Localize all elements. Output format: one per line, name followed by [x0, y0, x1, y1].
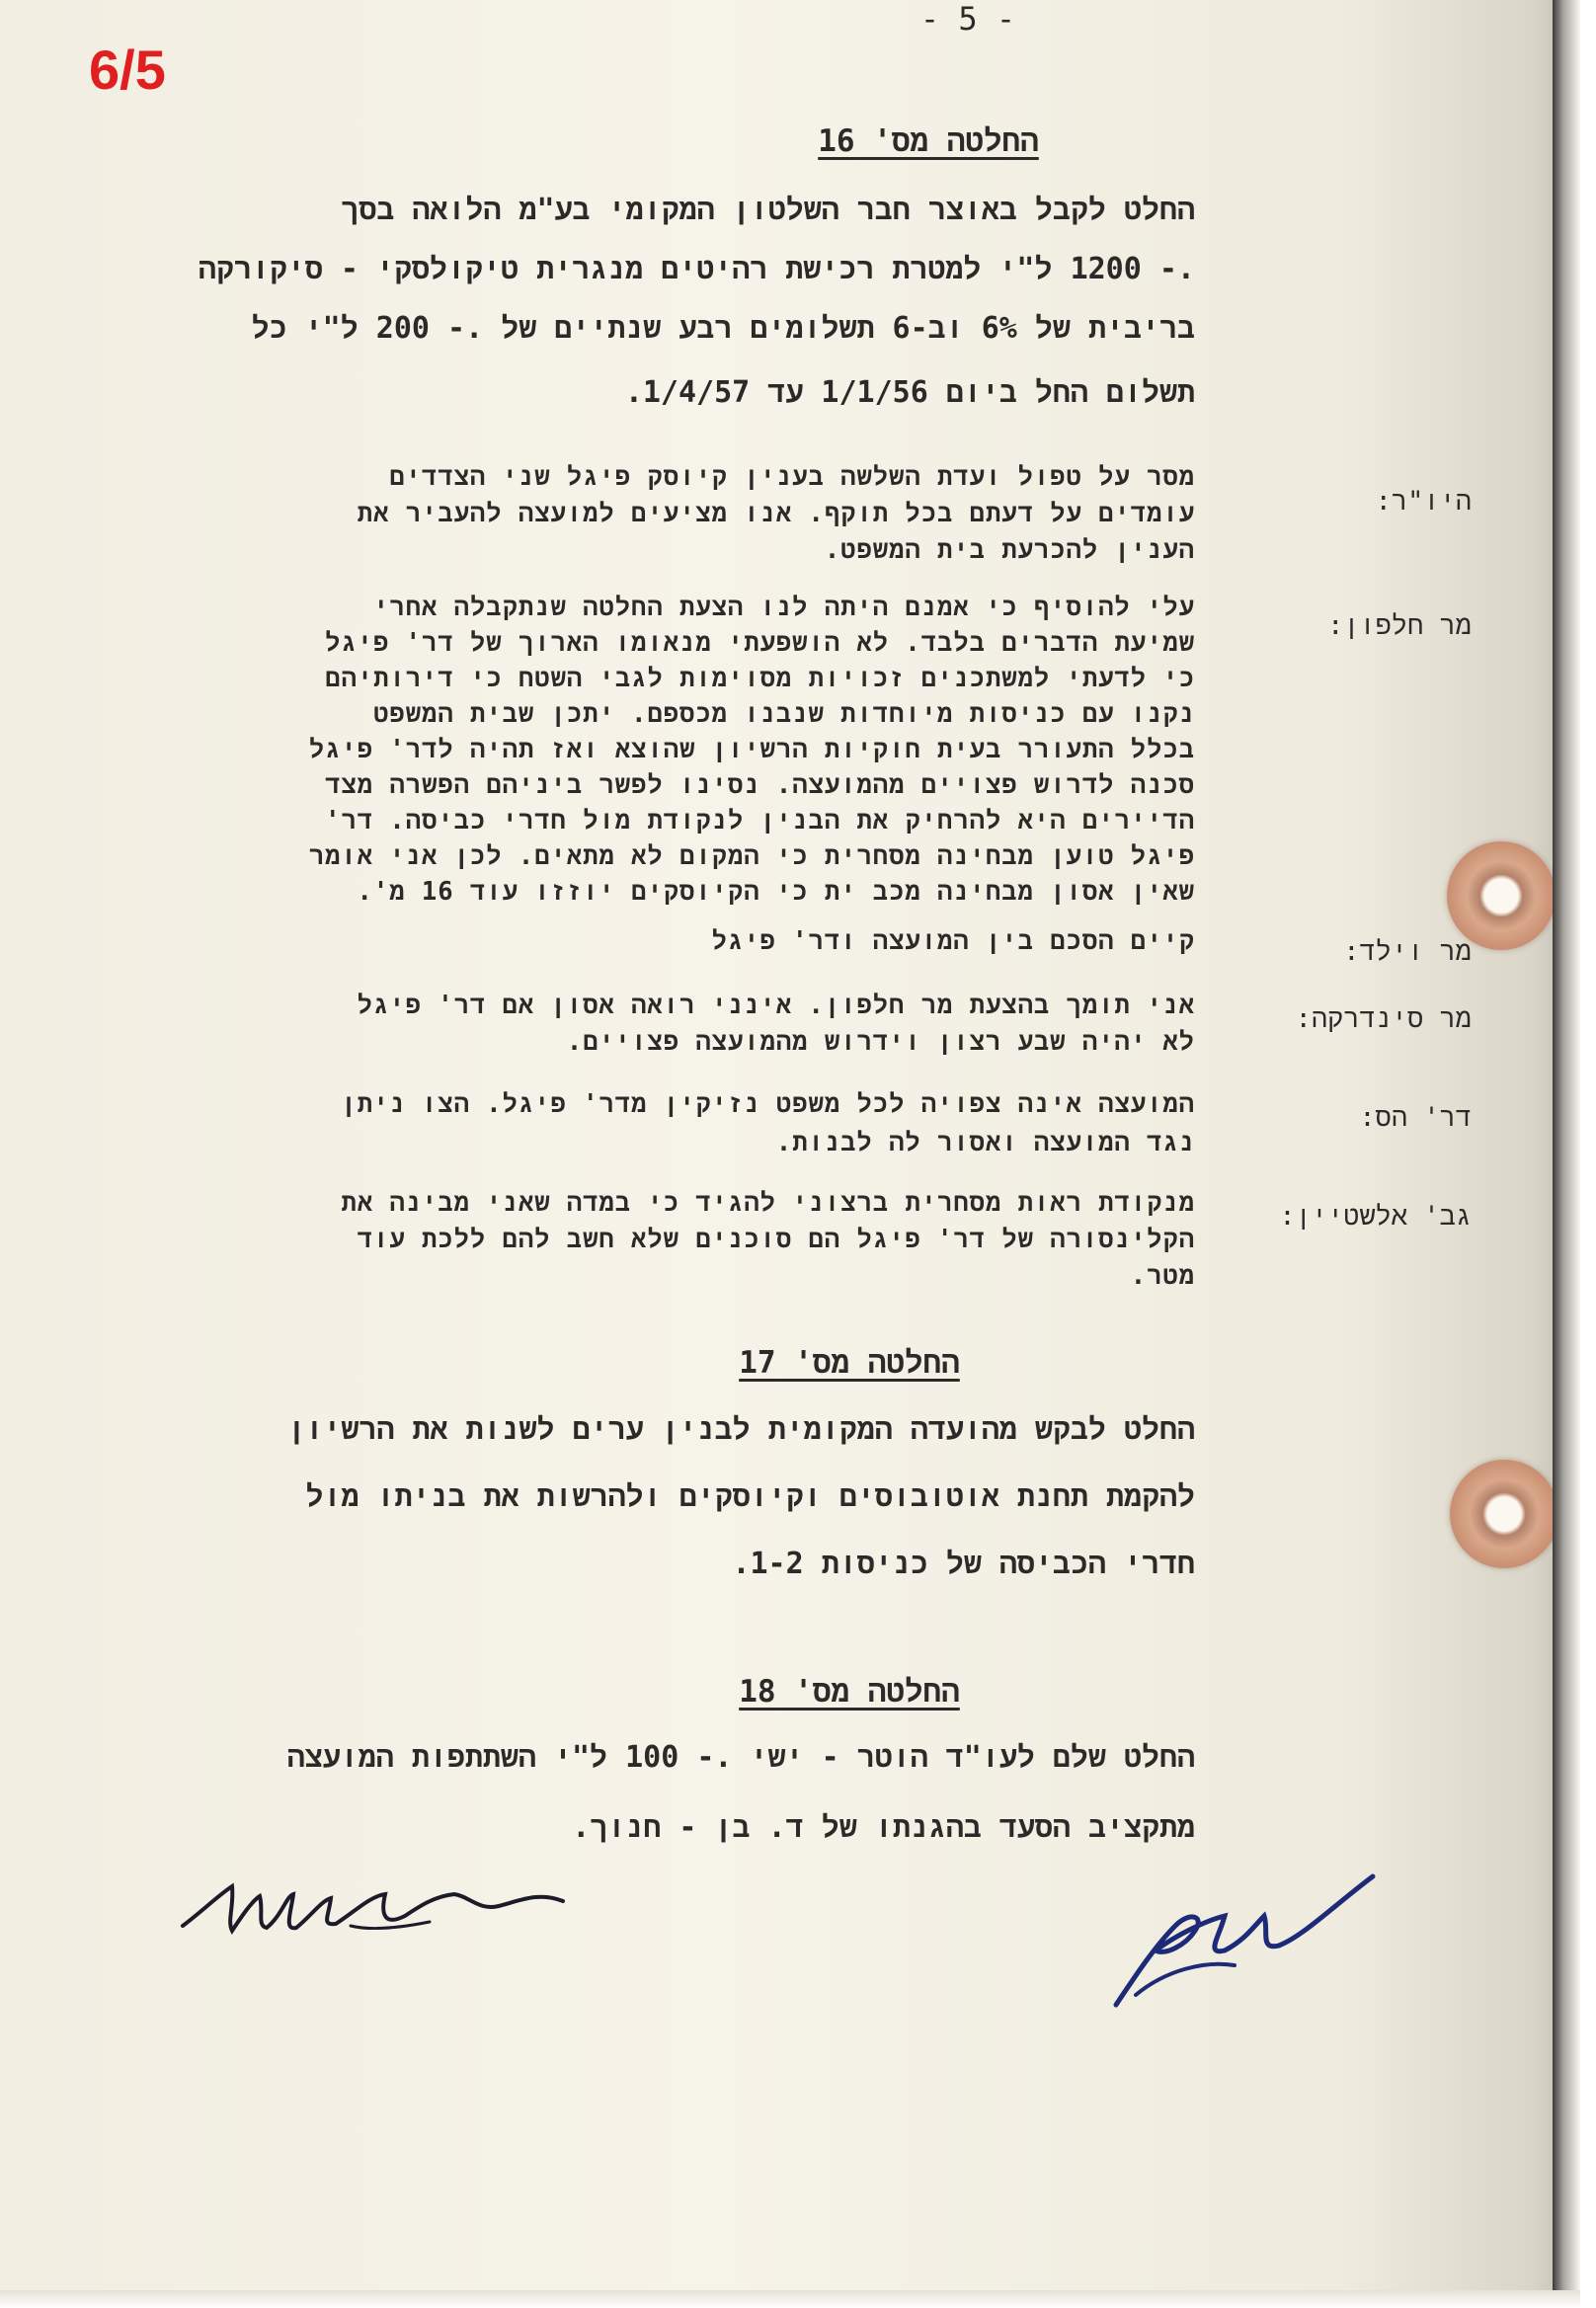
statement-line: עלי להוסיף כי אמנם היתה לנו הצעת החלטה שנתקבלה אחרי [373, 593, 1195, 622]
binding-hole [1447, 841, 1556, 950]
resolution-17-line: החלט לבקש מהועדה המקומית לבנין ערים לשנות את הרשיון [287, 1412, 1195, 1447]
speaker-label: גב' אלשטיין: [1279, 1201, 1472, 1232]
resolution-16-line: .- 1200 ל"י למטרת רכישת רהיטים מנגרית טיקולסקי - סיקורקה [198, 252, 1195, 286]
statement-line: פיגל טוען מבחינה מסחרית כי המקום לא מתאים. לכן אני אומר [308, 841, 1195, 871]
statement-line: נגד המועצה ואסור לה לבנות. [775, 1128, 1195, 1157]
statement-line: שאין אסון מבחינה מכב ית כי הקיוסקים יוזזו עוד 16 מ'. [357, 877, 1195, 907]
statement-line: המועצה אינה צפויה לכל משפט נזיקין מדר' פיגל. הצו ניתן [341, 1089, 1195, 1119]
speaker-label: מר וילד: [1343, 936, 1472, 967]
statement-line: מסר על טפול ועדת השלשה בענין קיוסק פיגל שני הצדדים [389, 462, 1195, 492]
statement-line: בכלל התעורר בעית חוקיות הרשיון שהוצא ואז תהיה לדר' פיגל [308, 735, 1195, 764]
speaker-label: דר' הס: [1359, 1102, 1472, 1133]
page-bottom-edge [0, 2290, 1580, 2308]
speaker-label: מר סינדרקה: [1295, 1003, 1472, 1034]
statement-line: נקנו עם כניסות מיוחדות שנבנו מכספם. יתכן שבית המשפט [373, 699, 1195, 729]
statement-line: אני תומך בהצעת מר חלפון. אינני רואה אסון אם דר' פיגל [357, 991, 1195, 1020]
statement-line: סכנה לדרוש פצויים מהמועצה. נסינו לפשר ביניהם הפשרה מצד [325, 770, 1195, 800]
statement-line: עומדים על דעתם בכל תוקף. אנו מציעים למועצה להעביר את [357, 499, 1195, 528]
page-edge-shadow [1553, 0, 1580, 2308]
statement-line: קיים הסכם בין המועצה ודר' פיגל [711, 926, 1195, 956]
resolution-18-line: החלט שלם לעו"ד הוטר - ישי .- 100 ל"י השתתפות המועצה [286, 1740, 1195, 1775]
binding-hole [1450, 1460, 1558, 1568]
resolution-16-line: תשלום החל ביום 1/1/56 עד 1/4/57. [624, 375, 1195, 410]
speaker-label: מר חלפון: [1327, 610, 1472, 641]
statement-line: הדיירים היא להרחיק את הבנין לנקודת מול חדרי כביסה. דר' [325, 806, 1195, 836]
statement-line: כי לדעתי למשתכנים זכויות מסוימות לגבי השטח כי דירותיהם [325, 664, 1195, 693]
statement-line: הקלינסורה של דר' פיגל הם סוכנים שלא חשב להם ללכת עוד [357, 1225, 1195, 1254]
statement-line: מנקודת ראות מסחרית ברצוני להגיד כי במדה שאני מבינה את [341, 1188, 1195, 1218]
resolution-17-line: חדרי הכביסה של כניסות 1-2. [732, 1547, 1195, 1581]
statement-line: שמיעת הדברים בלבד. לא הושפעתי מנאומו הארוך של דר' פיגל [325, 628, 1195, 658]
statement-line: הענין להכרעת בית המשפט. [824, 535, 1195, 565]
resolution-18-heading: החלטה מס' 18 [739, 1674, 960, 1710]
page-reference-tag: 6/5 [89, 39, 166, 101]
resolution-16-line: החלט לקבל באוצר חבר השלטון המקומי בע"מ הלואה בסך [341, 193, 1195, 227]
statement-line: מטר. [1130, 1261, 1195, 1291]
resolution-17-line: להקמת תחנת אוטובוסים וקיוסקים ולהרשות את בניתו מול [305, 1479, 1195, 1514]
resolution-17-heading: החלטה מס' 17 [739, 1345, 960, 1381]
speaker-label: היו"ר: [1375, 486, 1472, 517]
resolution-16-heading: החלטה מס' 16 [818, 123, 1039, 159]
page-number: - 5 - [919, 0, 1016, 38]
statement-line: לא יהיה שבע רצון וידרוש מהמועצה פצויים. [566, 1027, 1195, 1057]
resolution-16-line: בריבית של 6% וב-6 תשלומים רבע שנתיים של .- 200 ל"י כל [251, 311, 1195, 346]
signature-left [173, 1857, 588, 1965]
resolution-18-line: מתקציב הסעד בהגנתו של ד. בן - חנוך. [572, 1810, 1195, 1845]
signature-right [1096, 1857, 1393, 2015]
